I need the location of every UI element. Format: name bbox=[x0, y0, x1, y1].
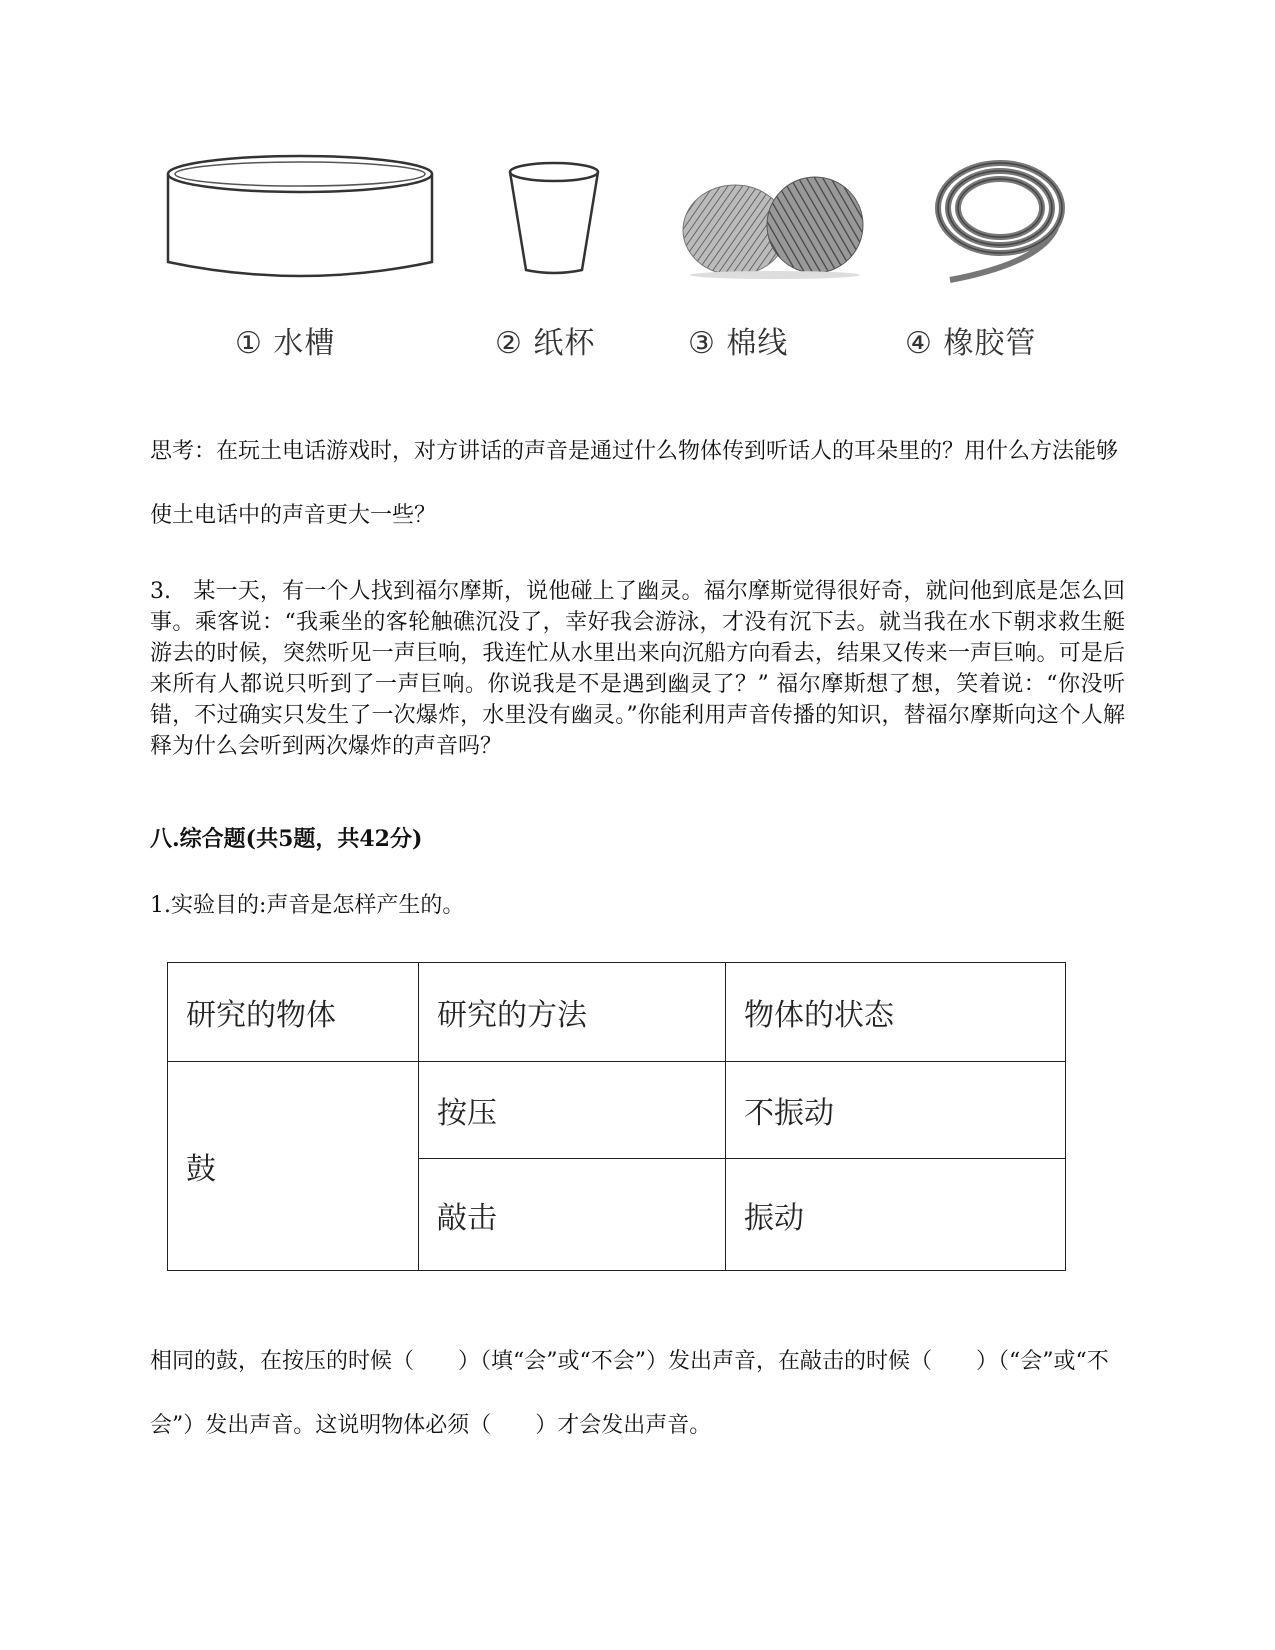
figure-item-water-trough bbox=[150, 140, 450, 380]
question-1-purpose: 1.实验目的:声音是怎样产生的。 bbox=[150, 893, 465, 918]
figure-item-cotton-thread bbox=[680, 140, 870, 380]
table-cell-state: 不振动 bbox=[726, 1062, 1066, 1159]
question-3: 3. 某一天，有一个人找到福尔摩斯，说他碰上了幽灵。福尔摩斯觉得很好奇，就问他到底是怎么回事。乘客说：“我乘坐的客轮触礁沉没了，幸好我会游泳，才没有沉下去。就当我在水下朝求救生艇游去的时候，突然听见一声巨响，我连忙从水里出来向沉船方向看去，结果又传来一声巨响。可是后来所有人都说只听到了一声巨响。你说我是不是遇到幽灵了？” 福尔摩斯想了想，笑着说：“你没听错，不过确实只发生了一次爆炸，水里没有幽灵。”你能利用声音传播的知识，替福尔摩斯向这个人解释为什么会听到两次爆炸的声音吗？ bbox=[150, 579, 1125, 759]
table-header: 研究的物体 bbox=[168, 963, 419, 1062]
table-cell-method: 敲击 bbox=[419, 1159, 726, 1271]
materials-figure bbox=[150, 140, 1130, 380]
think-question: 思考：在玩土电话游戏时，对方讲话的声音是通过什么物体传到听话人的耳朵里的？用什么方法能够使土电话中的声音更大一些？ bbox=[150, 439, 1119, 528]
paper-cup-icon bbox=[506, 160, 606, 280]
table-cell-state: 振动 bbox=[726, 1159, 1066, 1271]
table-header: 物体的状态 bbox=[726, 963, 1066, 1062]
fill-in-question: 相同的鼓，在按压的时候（ ）（填“会”或“不会”）发出声音，在敲击的时候（ ）（“会”或“不会”）发出声音。这说明物体必须（ ）才会发出声音。 bbox=[150, 1349, 1109, 1438]
figure-label: ④ 橡胶管 bbox=[905, 326, 1037, 361]
rubber-tube-icon bbox=[930, 158, 1070, 288]
figure-label: ③ 棉线 bbox=[688, 326, 789, 361]
table-header: 研究的方法 bbox=[419, 963, 726, 1062]
table-cell-method: 按压 bbox=[419, 1062, 726, 1159]
water-trough-icon bbox=[165, 152, 435, 282]
figure-label: ② 纸杯 bbox=[495, 326, 596, 361]
cotton-thread-icon bbox=[680, 170, 870, 280]
figure-item-paper-cup bbox=[495, 140, 610, 380]
section-title: 八.综合题(共5题，共42分) bbox=[150, 826, 423, 852]
figure-label: ① 水槽 bbox=[235, 326, 336, 361]
experiment-table bbox=[167, 962, 1066, 1271]
table-header-row bbox=[168, 963, 1066, 1062]
table-row bbox=[168, 1062, 1066, 1159]
table-cell-object: 鼓 bbox=[168, 1062, 419, 1271]
figure-item-rubber-tube bbox=[905, 140, 1130, 380]
